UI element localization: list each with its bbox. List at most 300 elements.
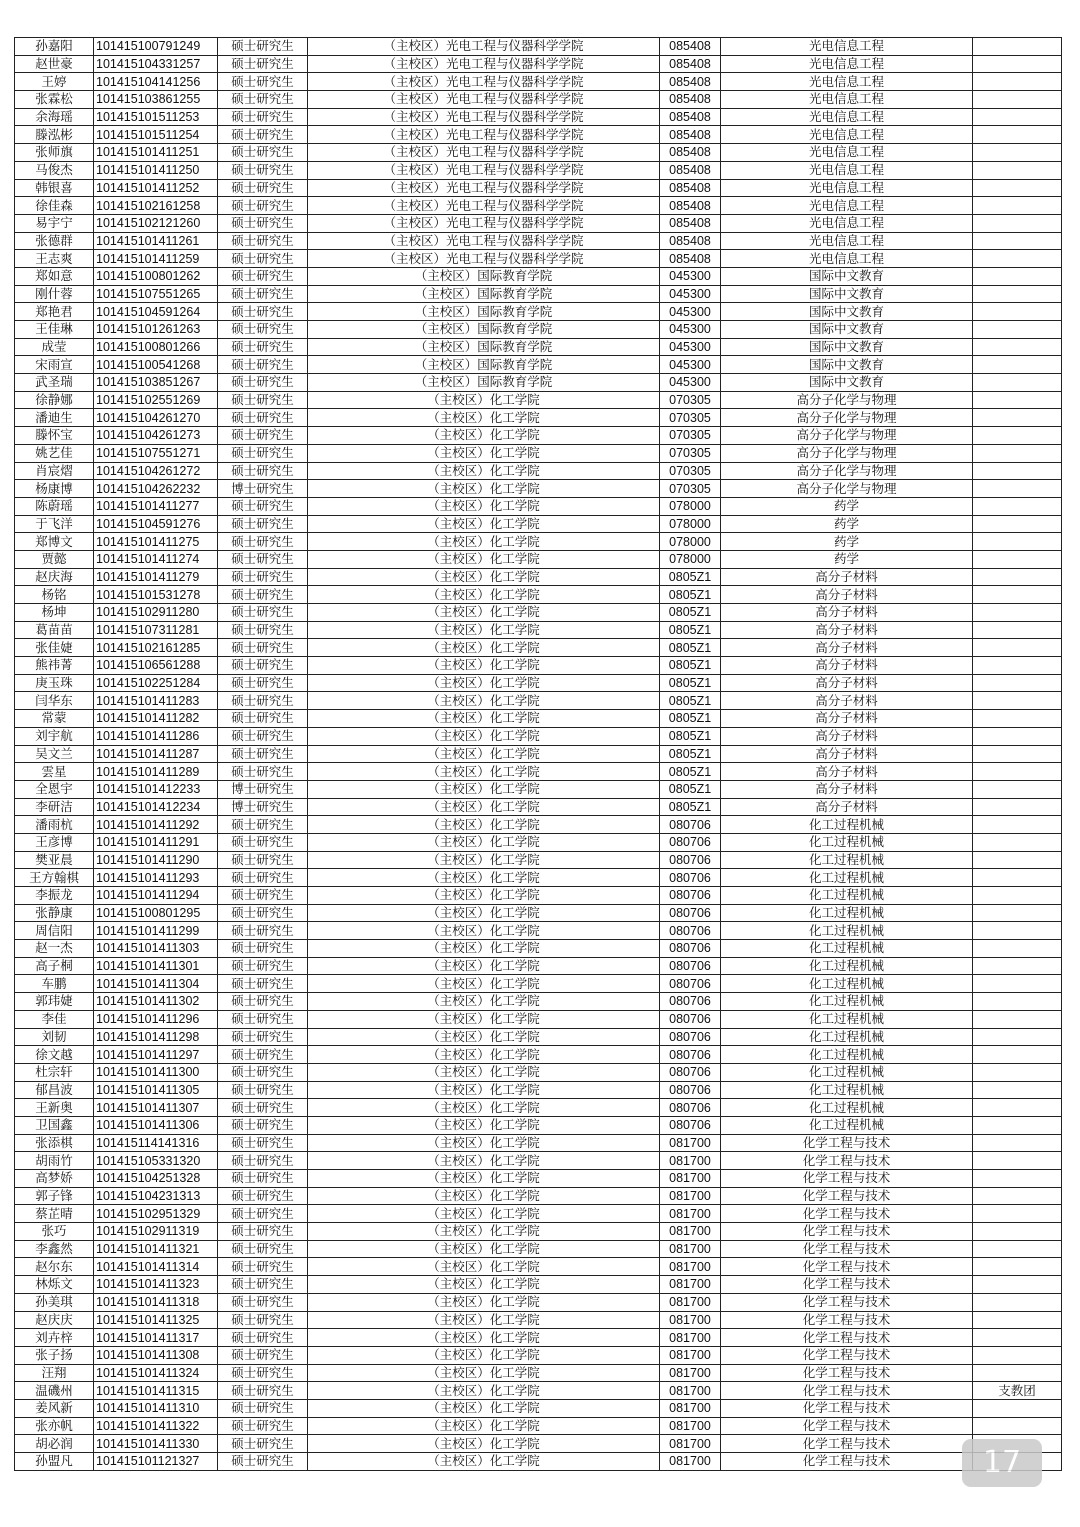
- school-cell: （主校区）化工学院: [308, 1170, 660, 1188]
- table-row: [15, 1240, 1062, 1258]
- degree-type-cell: 博士研究生: [218, 480, 308, 498]
- major-name-cell: 化学工程与技术: [721, 1240, 973, 1258]
- remark-cell: [973, 1240, 1062, 1258]
- exam-number-cell: 101415101411314: [94, 1258, 218, 1276]
- degree-type-cell: 硕士研究生: [218, 55, 308, 73]
- major-code-cell: 081700: [660, 1152, 721, 1170]
- table-row: [15, 462, 1062, 480]
- remark-cell: [973, 303, 1062, 321]
- table-row: [15, 1046, 1062, 1064]
- remark-cell: [973, 1063, 1062, 1081]
- major-name-cell: 化学工程与技术: [721, 1134, 973, 1152]
- major-code-cell: 080706: [660, 851, 721, 869]
- major-code-cell: 0805Z1: [660, 604, 721, 622]
- major-code-cell: 080706: [660, 904, 721, 922]
- major-name-cell: 化学工程与技术: [721, 1382, 973, 1400]
- table-row: [15, 250, 1062, 268]
- student-name-cell: 张添棋: [15, 1134, 94, 1152]
- table-row: [15, 904, 1062, 922]
- remark-cell: [973, 91, 1062, 109]
- remark-cell: [973, 1258, 1062, 1276]
- major-code-cell: 081700: [660, 1364, 721, 1382]
- table-row: [15, 887, 1062, 905]
- degree-type-cell: 硕士研究生: [218, 1453, 308, 1471]
- remark-cell: [973, 1311, 1062, 1329]
- major-code-cell: 0805Z1: [660, 727, 721, 745]
- major-code-cell: 0805Z1: [660, 657, 721, 675]
- remark-cell: [973, 250, 1062, 268]
- major-code-cell: 045300: [660, 356, 721, 374]
- major-name-cell: 化工过程机械: [721, 975, 973, 993]
- exam-number-cell: 101415102911319: [94, 1223, 218, 1241]
- major-name-cell: 化工过程机械: [721, 887, 973, 905]
- major-code-cell: 080706: [660, 1116, 721, 1134]
- major-code-cell: 080706: [660, 975, 721, 993]
- major-name-cell: 光电信息工程: [721, 108, 973, 126]
- school-cell: （主校区）化工学院: [308, 993, 660, 1011]
- remark-cell: [973, 657, 1062, 675]
- major-code-cell: 045300: [660, 374, 721, 392]
- remark-cell: [973, 285, 1062, 303]
- major-code-cell: 081700: [660, 1311, 721, 1329]
- degree-type-cell: 硕士研究生: [218, 515, 308, 533]
- degree-type-cell: 硕士研究生: [218, 550, 308, 568]
- degree-type-cell: 硕士研究生: [218, 1152, 308, 1170]
- table-row: [15, 1134, 1062, 1152]
- remark-cell: [973, 497, 1062, 515]
- school-cell: （主校区）国际教育学院: [308, 285, 660, 303]
- exam-number-cell: 101415102251284: [94, 674, 218, 692]
- student-name-cell: 潘雨杭: [15, 816, 94, 834]
- major-name-cell: 高分子化学与物理: [721, 462, 973, 480]
- school-cell: （主校区）化工学院: [308, 1187, 660, 1205]
- student-name-cell: 赵一杰: [15, 940, 94, 958]
- remark-cell: [973, 179, 1062, 197]
- exam-number-cell: 101415101511254: [94, 126, 218, 144]
- major-name-cell: 化工过程机械: [721, 993, 973, 1011]
- student-name-cell: 车鹏: [15, 975, 94, 993]
- remark-cell: [973, 1364, 1062, 1382]
- exam-number-cell: 101415103851267: [94, 374, 218, 392]
- table-row: [15, 1258, 1062, 1276]
- remark-cell: [973, 833, 1062, 851]
- major-code-cell: 080706: [660, 816, 721, 834]
- student-name-cell: 郑博文: [15, 533, 94, 551]
- table-row: [15, 639, 1062, 657]
- major-name-cell: 化学工程与技术: [721, 1364, 973, 1382]
- remark-cell: [973, 409, 1062, 427]
- degree-type-cell: 硕士研究生: [218, 338, 308, 356]
- table-row: [15, 1399, 1062, 1417]
- exam-number-cell: 101415100801266: [94, 338, 218, 356]
- school-cell: （主校区）光电工程与仪器科学学院: [308, 197, 660, 215]
- student-name-cell: 杨康博: [15, 480, 94, 498]
- major-code-cell: 078000: [660, 497, 721, 515]
- degree-type-cell: 硕士研究生: [218, 1258, 308, 1276]
- major-name-cell: 高分子化学与物理: [721, 480, 973, 498]
- table-row: [15, 338, 1062, 356]
- school-cell: （主校区）化工学院: [308, 869, 660, 887]
- school-cell: （主校区）化工学院: [308, 798, 660, 816]
- remark-cell: [973, 1187, 1062, 1205]
- major-name-cell: 化工过程机械: [721, 1063, 973, 1081]
- student-name-cell: 武圣瑞: [15, 374, 94, 392]
- school-cell: （主校区）国际教育学院: [308, 321, 660, 339]
- major-code-cell: 081700: [660, 1346, 721, 1364]
- school-cell: （主校区）化工学院: [308, 427, 660, 445]
- major-code-cell: 081700: [660, 1258, 721, 1276]
- student-name-cell: 高子桐: [15, 957, 94, 975]
- student-name-cell: 吴文兰: [15, 745, 94, 763]
- student-name-cell: 刘韧: [15, 1028, 94, 1046]
- major-name-cell: 光电信息工程: [721, 126, 973, 144]
- major-code-cell: 045300: [660, 285, 721, 303]
- school-cell: （主校区）化工学院: [308, 710, 660, 728]
- degree-type-cell: 硕士研究生: [218, 816, 308, 834]
- major-name-cell: 化工过程机械: [721, 816, 973, 834]
- major-name-cell: 国际中文教育: [721, 356, 973, 374]
- degree-type-cell: 硕士研究生: [218, 1063, 308, 1081]
- degree-type-cell: 硕士研究生: [218, 533, 308, 551]
- degree-type-cell: 硕士研究生: [218, 391, 308, 409]
- remark-cell: [973, 940, 1062, 958]
- table-row: [15, 179, 1062, 197]
- major-code-cell: 080706: [660, 1046, 721, 1064]
- school-cell: （主校区）国际教育学院: [308, 356, 660, 374]
- exam-number-cell: 101415104261270: [94, 409, 218, 427]
- degree-type-cell: 硕士研究生: [218, 374, 308, 392]
- remark-cell: [973, 1346, 1062, 1364]
- table-row: [15, 303, 1062, 321]
- major-code-cell: 081700: [660, 1134, 721, 1152]
- table-row: [15, 833, 1062, 851]
- student-name-cell: 雲星: [15, 763, 94, 781]
- major-name-cell: 高分子化学与物理: [721, 444, 973, 462]
- student-name-cell: 王彦博: [15, 833, 94, 851]
- school-cell: （主校区）化工学院: [308, 391, 660, 409]
- degree-type-cell: 硕士研究生: [218, 1382, 308, 1400]
- major-code-cell: 081700: [660, 1382, 721, 1400]
- major-code-cell: 081700: [660, 1240, 721, 1258]
- major-name-cell: 国际中文教育: [721, 267, 973, 285]
- remark-cell: [973, 126, 1062, 144]
- degree-type-cell: 硕士研究生: [218, 267, 308, 285]
- remark-cell: [973, 161, 1062, 179]
- student-name-cell: 徐静娜: [15, 391, 94, 409]
- remark-cell: [973, 1417, 1062, 1435]
- school-cell: （主校区）化工学院: [308, 586, 660, 604]
- exam-number-cell: 101415104591264: [94, 303, 218, 321]
- table-row: [15, 1205, 1062, 1223]
- major-name-cell: 高分子材料: [721, 568, 973, 586]
- table-body: [15, 38, 1062, 1471]
- school-cell: （主校区）化工学院: [308, 533, 660, 551]
- major-name-cell: 化工过程机械: [721, 904, 973, 922]
- exam-number-cell: 101415101411301: [94, 957, 218, 975]
- student-name-cell: 王新奥: [15, 1099, 94, 1117]
- table-row: [15, 1346, 1062, 1364]
- degree-type-cell: 硕士研究生: [218, 993, 308, 1011]
- exam-number-cell: 101415101411291: [94, 833, 218, 851]
- major-name-cell: 化学工程与技术: [721, 1346, 973, 1364]
- table-row: [15, 321, 1062, 339]
- exam-number-cell: 101415101411275: [94, 533, 218, 551]
- major-code-cell: 080706: [660, 1099, 721, 1117]
- major-name-cell: 化学工程与技术: [721, 1223, 973, 1241]
- degree-type-cell: 博士研究生: [218, 798, 308, 816]
- major-code-cell: 080706: [660, 957, 721, 975]
- major-code-cell: 085408: [660, 91, 721, 109]
- remark-cell: [973, 1081, 1062, 1099]
- table-row: [15, 798, 1062, 816]
- table-row: [15, 550, 1062, 568]
- school-cell: （主校区）化工学院: [308, 780, 660, 798]
- degree-type-cell: 硕士研究生: [218, 38, 308, 56]
- major-name-cell: 高分子材料: [721, 604, 973, 622]
- school-cell: （主校区）光电工程与仪器科学学院: [308, 108, 660, 126]
- remark-cell: [973, 462, 1062, 480]
- student-name-cell: 陈蔚瑶: [15, 497, 94, 515]
- major-name-cell: 高分子材料: [721, 639, 973, 657]
- school-cell: （主校区）化工学院: [308, 745, 660, 763]
- school-cell: （主校区）化工学院: [308, 922, 660, 940]
- major-code-cell: 081700: [660, 1435, 721, 1453]
- exam-number-cell: 101415101411290: [94, 851, 218, 869]
- remark-cell: [973, 321, 1062, 339]
- remark-cell: [973, 1329, 1062, 1347]
- student-name-cell: 汪翔: [15, 1364, 94, 1382]
- major-name-cell: 化学工程与技术: [721, 1258, 973, 1276]
- student-name-cell: 张巧: [15, 1223, 94, 1241]
- major-name-cell: 光电信息工程: [721, 232, 973, 250]
- student-name-cell: 张静康: [15, 904, 94, 922]
- student-name-cell: 刘卉梓: [15, 1329, 94, 1347]
- table-row: [15, 374, 1062, 392]
- degree-type-cell: 硕士研究生: [218, 1046, 308, 1064]
- degree-type-cell: 硕士研究生: [218, 1170, 308, 1188]
- school-cell: （主校区）化工学院: [308, 674, 660, 692]
- exam-number-cell: 101415101411305: [94, 1081, 218, 1099]
- degree-type-cell: 硕士研究生: [218, 568, 308, 586]
- student-name-cell: 蔡芷晴: [15, 1205, 94, 1223]
- degree-type-cell: 硕士研究生: [218, 126, 308, 144]
- school-cell: （主校区）光电工程与仪器科学学院: [308, 214, 660, 232]
- remark-cell: [973, 1223, 1062, 1241]
- degree-type-cell: 硕士研究生: [218, 763, 308, 781]
- student-name-cell: 滕泓彬: [15, 126, 94, 144]
- major-name-cell: 高分子材料: [721, 763, 973, 781]
- degree-type-cell: 硕士研究生: [218, 108, 308, 126]
- major-code-cell: 045300: [660, 267, 721, 285]
- major-code-cell: 085408: [660, 214, 721, 232]
- remark-cell: [973, 144, 1062, 162]
- exam-number-cell: 101415101411298: [94, 1028, 218, 1046]
- degree-type-cell: 硕士研究生: [218, 940, 308, 958]
- exam-number-cell: 101415101411294: [94, 887, 218, 905]
- major-code-cell: 081700: [660, 1276, 721, 1294]
- major-code-cell: 080706: [660, 869, 721, 887]
- student-name-cell: 肖宸熠: [15, 462, 94, 480]
- student-name-cell: 王佳琳: [15, 321, 94, 339]
- degree-type-cell: 硕士研究生: [218, 144, 308, 162]
- major-code-cell: 070305: [660, 480, 721, 498]
- major-code-cell: 081700: [660, 1293, 721, 1311]
- remark-cell: [973, 869, 1062, 887]
- table-row: [15, 1081, 1062, 1099]
- student-name-cell: 赵庆海: [15, 568, 94, 586]
- student-name-cell: 周信阳: [15, 922, 94, 940]
- student-name-cell: 王方翰棋: [15, 869, 94, 887]
- school-cell: （主校区）化工学院: [308, 975, 660, 993]
- exam-number-cell: 101415101531278: [94, 586, 218, 604]
- degree-type-cell: 硕士研究生: [218, 1364, 308, 1382]
- student-name-cell: 易宇宁: [15, 214, 94, 232]
- school-cell: （主校区）化工学院: [308, 1152, 660, 1170]
- remark-cell: [973, 108, 1062, 126]
- table-row: [15, 285, 1062, 303]
- major-code-cell: 0805Z1: [660, 586, 721, 604]
- major-name-cell: 高分子材料: [721, 621, 973, 639]
- exam-number-cell: 101415101411293: [94, 869, 218, 887]
- student-name-cell: 李佳: [15, 1010, 94, 1028]
- student-name-cell: 余海瑶: [15, 108, 94, 126]
- exam-number-cell: 101415101511253: [94, 108, 218, 126]
- exam-number-cell: 101415101411299: [94, 922, 218, 940]
- school-cell: （主校区）化工学院: [308, 1223, 660, 1241]
- major-name-cell: 药学: [721, 497, 973, 515]
- major-name-cell: 化学工程与技术: [721, 1276, 973, 1294]
- major-code-cell: 085408: [660, 161, 721, 179]
- remark-cell: [973, 674, 1062, 692]
- student-name-cell: 常蒙: [15, 710, 94, 728]
- table-row: [15, 1170, 1062, 1188]
- major-code-cell: 080706: [660, 833, 721, 851]
- exam-number-cell: 101415104591276: [94, 515, 218, 533]
- degree-type-cell: 硕士研究生: [218, 1187, 308, 1205]
- student-name-cell: 孙美琪: [15, 1293, 94, 1311]
- exam-number-cell: 101415104231313: [94, 1187, 218, 1205]
- exam-number-cell: 101415101411287: [94, 745, 218, 763]
- major-name-cell: 化学工程与技术: [721, 1453, 973, 1471]
- remark-cell: [973, 1116, 1062, 1134]
- student-name-cell: 全恩宇: [15, 780, 94, 798]
- exam-number-cell: 101415102951329: [94, 1205, 218, 1223]
- school-cell: （主校区）化工学院: [308, 1081, 660, 1099]
- major-name-cell: 国际中文教育: [721, 285, 973, 303]
- degree-type-cell: 硕士研究生: [218, 161, 308, 179]
- degree-type-cell: 硕士研究生: [218, 1134, 308, 1152]
- exam-number-cell: 101415101411306: [94, 1116, 218, 1134]
- degree-type-cell: 硕士研究生: [218, 621, 308, 639]
- exam-number-cell: 101415101411274: [94, 550, 218, 568]
- exam-number-cell: 101415101411325: [94, 1311, 218, 1329]
- degree-type-cell: 硕士研究生: [218, 73, 308, 91]
- student-name-cell: 姚艺佳: [15, 444, 94, 462]
- table-row: [15, 674, 1062, 692]
- table-row: [15, 745, 1062, 763]
- degree-type-cell: 硕士研究生: [218, 833, 308, 851]
- major-name-cell: 化学工程与技术: [721, 1187, 973, 1205]
- remark-cell: [973, 975, 1062, 993]
- school-cell: （主校区）化工学院: [308, 604, 660, 622]
- degree-type-cell: 硕士研究生: [218, 303, 308, 321]
- exam-number-cell: 101415107311281: [94, 621, 218, 639]
- major-code-cell: 078000: [660, 515, 721, 533]
- exam-number-cell: 101415101411315: [94, 1382, 218, 1400]
- table-row: [15, 957, 1062, 975]
- remark-cell: [973, 533, 1062, 551]
- student-name-cell: 滕怀宝: [15, 427, 94, 445]
- table-row: [15, 144, 1062, 162]
- degree-type-cell: 硕士研究生: [218, 1329, 308, 1347]
- major-code-cell: 070305: [660, 462, 721, 480]
- exam-number-cell: 101415101411277: [94, 497, 218, 515]
- exam-number-cell: 101415101121327: [94, 1453, 218, 1471]
- degree-type-cell: 硕士研究生: [218, 1399, 308, 1417]
- student-name-cell: 姜风新: [15, 1399, 94, 1417]
- major-code-cell: 0805Z1: [660, 763, 721, 781]
- exam-number-cell: 101415104331257: [94, 55, 218, 73]
- major-name-cell: 高分子材料: [721, 657, 973, 675]
- exam-number-cell: 101415101411283: [94, 692, 218, 710]
- degree-type-cell: 硕士研究生: [218, 1346, 308, 1364]
- table-row: [15, 816, 1062, 834]
- major-code-cell: 081700: [660, 1170, 721, 1188]
- school-cell: （主校区）化工学院: [308, 1099, 660, 1117]
- degree-type-cell: 硕士研究生: [218, 232, 308, 250]
- major-code-cell: 081700: [660, 1223, 721, 1241]
- degree-type-cell: 硕士研究生: [218, 1081, 308, 1099]
- student-name-cell: 宋雨宣: [15, 356, 94, 374]
- school-cell: （主校区）光电工程与仪器科学学院: [308, 91, 660, 109]
- school-cell: （主校区）化工学院: [308, 1346, 660, 1364]
- major-code-cell: 0805Z1: [660, 639, 721, 657]
- major-name-cell: 高分子化学与物理: [721, 427, 973, 445]
- major-name-cell: 高分子材料: [721, 674, 973, 692]
- table-row: [15, 480, 1062, 498]
- exam-number-cell: 101415104262232: [94, 480, 218, 498]
- student-name-cell: 赵尔东: [15, 1258, 94, 1276]
- degree-type-cell: 硕士研究生: [218, 91, 308, 109]
- major-code-cell: 0805Z1: [660, 798, 721, 816]
- school-cell: （主校区）国际教育学院: [308, 374, 660, 392]
- degree-type-cell: 硕士研究生: [218, 1010, 308, 1028]
- student-name-cell: 高梦娇: [15, 1170, 94, 1188]
- student-name-cell: 张德群: [15, 232, 94, 250]
- school-cell: （主校区）化工学院: [308, 1399, 660, 1417]
- exam-number-cell: 101415101412233: [94, 780, 218, 798]
- student-name-cell: 李研洁: [15, 798, 94, 816]
- major-code-cell: 081700: [660, 1205, 721, 1223]
- degree-type-cell: 硕士研究生: [218, 1311, 308, 1329]
- major-name-cell: 高分子化学与物理: [721, 409, 973, 427]
- table-row: [15, 763, 1062, 781]
- table-row: [15, 692, 1062, 710]
- table-row: [15, 1382, 1062, 1400]
- major-code-cell: 045300: [660, 338, 721, 356]
- degree-type-cell: 硕士研究生: [218, 957, 308, 975]
- exam-number-cell: 101415105331320: [94, 1152, 218, 1170]
- major-name-cell: 国际中文教育: [721, 303, 973, 321]
- degree-type-cell: 硕士研究生: [218, 922, 308, 940]
- student-name-cell: 成莹: [15, 338, 94, 356]
- school-cell: （主校区）光电工程与仪器科学学院: [308, 144, 660, 162]
- major-name-cell: 国际中文教育: [721, 374, 973, 392]
- degree-type-cell: 硕士研究生: [218, 250, 308, 268]
- exam-number-cell: 101415101411310: [94, 1399, 218, 1417]
- school-cell: （主校区）光电工程与仪器科学学院: [308, 55, 660, 73]
- student-name-cell: 孙嘉阳: [15, 38, 94, 56]
